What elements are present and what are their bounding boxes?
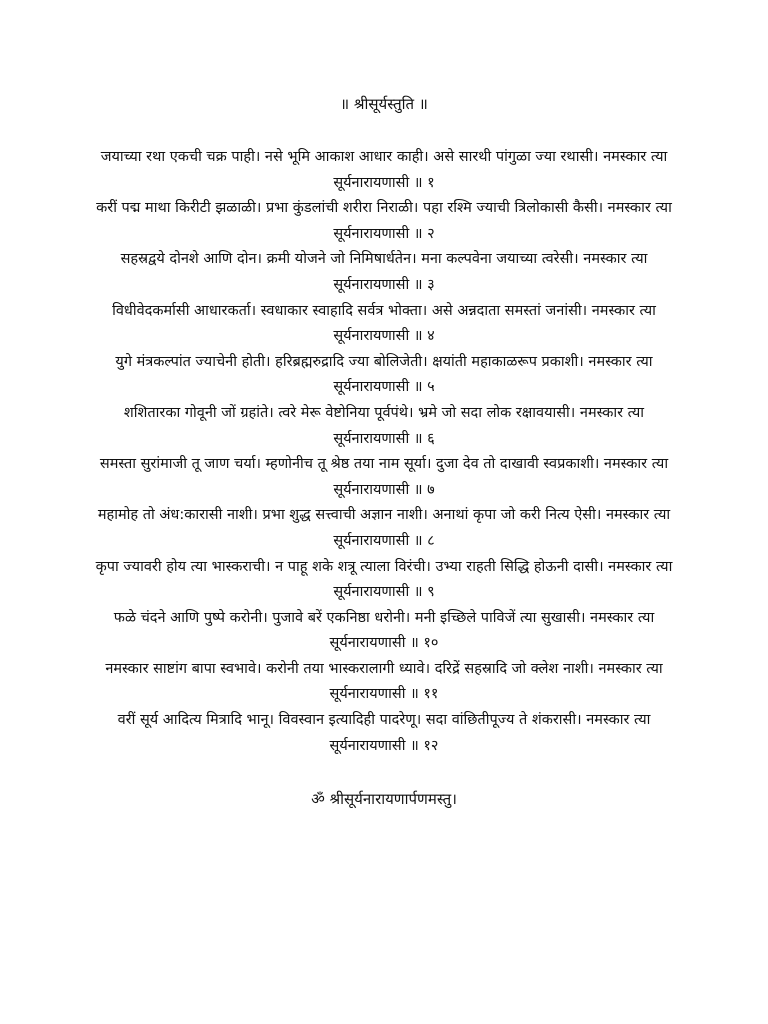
verse-12: वरीं सूर्य आदित्य मित्रादि भानू। विवस्वान इत्यादिही पादरेणू। सदा वांछितीपूज्य ते शंकरासी। नमस्कार त्या सूर्यनारायणासी ॥ १२ [117, 712, 651, 754]
verse-list [84, 145, 684, 759]
verse-1: जयाच्या रथा एकची चक्र पाही। नसे भूमि आकाश आधार काही। असे सारथी पांगुळा ज्या रथासी। नमस्कार त्या सूर्यनारायणासी ॥ १ [100, 149, 668, 191]
document-title: ॥ श्रीसूर्यस्तुति ॥ [340, 95, 428, 113]
verse-9: कृपा ज्यावरी होय त्या भास्कराची। न पाहू शके शत्रू त्याला विरंची। उभ्या राहती सिद्धि होऊनी दासी। नमस्कार त्या सूर्यनारायणासी ॥ ९ [95, 558, 673, 601]
verse-2: करीं पद्म माथा किरीटी झळाळी। प्रभा कुंडलांची शरीरा निराळी। पहा रश्मि ज्याची त्रिलोकासी कैसी। नमस्कार त्या सूर्यनारायणासी ॥ २ [96, 200, 672, 242]
verse-4: विधीवेदकर्मासी आधारकर्ता। स्वधाकार स्वाहादि सर्वत्र भोक्ता। असे अन्नदाता समस्तां जनांसी। नमस्कार त्या सूर्यनारायणासी ॥ ४ [112, 302, 656, 345]
verse-11: नमस्कार साष्टांग बापा स्वभावे। करोनी तया भास्करालागी ध्यावे। दरिद्रें सहस्रादि जो क्लेश नाशी। नमस्कार त्या सूर्यनारायणासी ॥ ११ [105, 660, 663, 703]
verse-10: फळे चंदने आणि पुष्पे करोनी। पुजावे बरें एकनिष्ठा धरोनी। मनी इच्छिले पाविजें त्या सुखासी। नमस्कार त्या सूर्यनारायणासी ॥ १० [113, 609, 655, 652]
closing-line: ॐ श्रीसूर्यनारायणार्पणमस्तु। [311, 790, 457, 808]
verse-8: महामोह तो अंध:कारासी नाशी। प्रभा शुद्ध सत्त्वाची अज्ञान नाशी। अनाथां कृपा जो करी नित्य ऐसी। नमस्कार त्या सूर्यनारायणासी ॥ ८ [97, 507, 671, 549]
verse-5: युगे मंत्रकल्पांत ज्याचेनी होती। हरिब्रह्मरुद्रादि ज्या बोलिजेती। क्षयांती महाकाळरूप प्रकाशी। नमस्कार त्या सूर्यनारायणासी ॥ ५ [115, 353, 653, 396]
verse-3: सहस्रद्वये दोनशे आणि दोन। क्रमी योजने जो निमिषार्धतेन। मना कल्पवेना जयाच्या त्वरेसी। नमस्कार त्या सूर्यनारायणासी ॥ ३ [120, 251, 648, 293]
verse-6: शशितारका गोवूनी जों ग्रहांते। त्वरे मेरू वेष्टोनिया पूर्वपंथे। भ्रमे जो सदा लोक रक्षावयासी। नमस्कार त्या सूर्यनारायणासी ॥ ६ [123, 404, 645, 447]
verse-7: समस्ता सुरांमाजी तू जाण चर्या। म्हणोनीच तू श्रेष्ठ तया नाम सूर्या। दुजा देव तो दाखावी स्वप्रकाशी। नमस्कार त्या सूर्यनारायणासी ॥ ७ [99, 456, 669, 498]
